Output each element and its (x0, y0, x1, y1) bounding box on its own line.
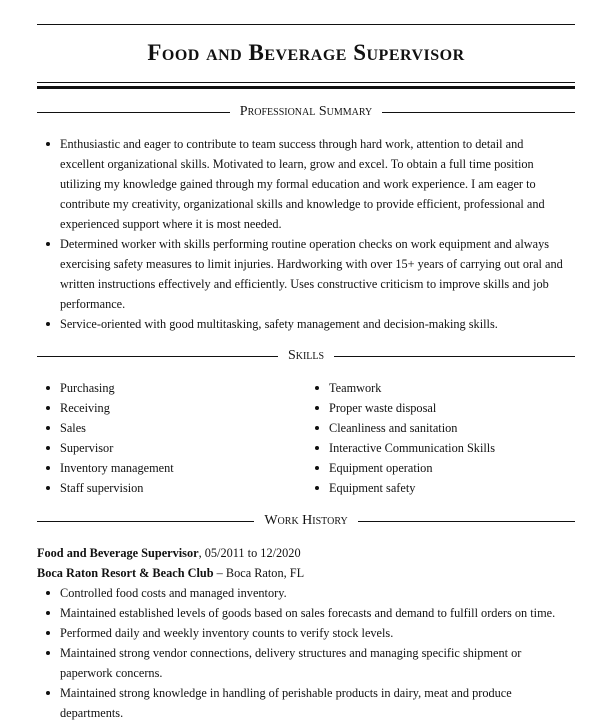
top-rule (37, 24, 575, 25)
employer-name: Boca Raton Resort & Beach Club (37, 566, 214, 580)
work-item: Maintained strong knowledge in handling of perishable products in dairy, meat and produce departments. (37, 683, 575, 723)
title-rule-thick (37, 86, 575, 89)
employer-line (37, 563, 575, 583)
work-item: Maintained strong vendor connections, delivery structures and managing specific shipment or paperwork concerns. (37, 643, 575, 683)
skill-item: Interactive Communication Skills (306, 438, 575, 458)
title-rule-thin (37, 82, 575, 83)
skills-section (37, 378, 575, 498)
section-heading-summary: Professional Summary (37, 104, 575, 120)
skill-item: Supervisor (37, 438, 306, 458)
work-item: Maintained established levels of goods based on sales forecasts and demand to fulfill orders on time. (37, 603, 575, 623)
resume-title: Food and Beverage Supervisor (147, 40, 465, 65)
summary-item: Enthusiastic and eager to contribute to team success through hard work, attention to detail and excellent organizational skills. Motivated to learn, grow and excel. To obtain a full time position utilizing my knowledge gained through my formal education and work experience. I am eager to contribute my creativity, organizational skills and knowledge to provide efficient, professional and experienced support where it is most needed. (37, 134, 575, 234)
skill-item: Receiving (37, 398, 306, 418)
job-dates: , 05/2011 to 12/2020 (198, 546, 301, 560)
summary-item: Determined worker with skills performing routine operation checks on work equipment and always exercising safety measures to limit injuries. Hardworking with over 15+ years of carrying out oral and written instructions effectively and efficiently. Uses constructive criticism to improve skills and job performance. (37, 234, 575, 314)
skill-item: Cleanliness and sanitation (306, 418, 575, 438)
skill-item: Staff supervision (37, 478, 306, 498)
skills-left (37, 378, 306, 498)
section-heading-skills: Skills (37, 348, 575, 364)
skill-item: Equipment operation (306, 458, 575, 478)
skill-item: Sales (37, 418, 306, 438)
skill-item: Proper waste disposal (306, 398, 575, 418)
skill-item: Equipment safety (306, 478, 575, 498)
work-item: Controlled food costs and managed inventory. (37, 583, 575, 603)
work-section (37, 543, 575, 723)
skills-right (306, 378, 575, 498)
job-title: Food and Beverage Supervisor (37, 546, 199, 560)
skill-item: Teamwork (306, 378, 575, 398)
section-heading-work: Work History (37, 513, 575, 529)
skill-item: Purchasing (37, 378, 306, 398)
skill-item: Inventory management (37, 458, 306, 478)
summary-item: Service-oriented with good multitasking, safety management and decision-making skills. (37, 314, 575, 334)
job-header (37, 543, 575, 563)
employer-location: – Boca Raton, FL (213, 566, 305, 580)
summary-section (37, 134, 575, 334)
work-item: Performed daily and weekly inventory counts to verify stock levels. (37, 623, 575, 643)
